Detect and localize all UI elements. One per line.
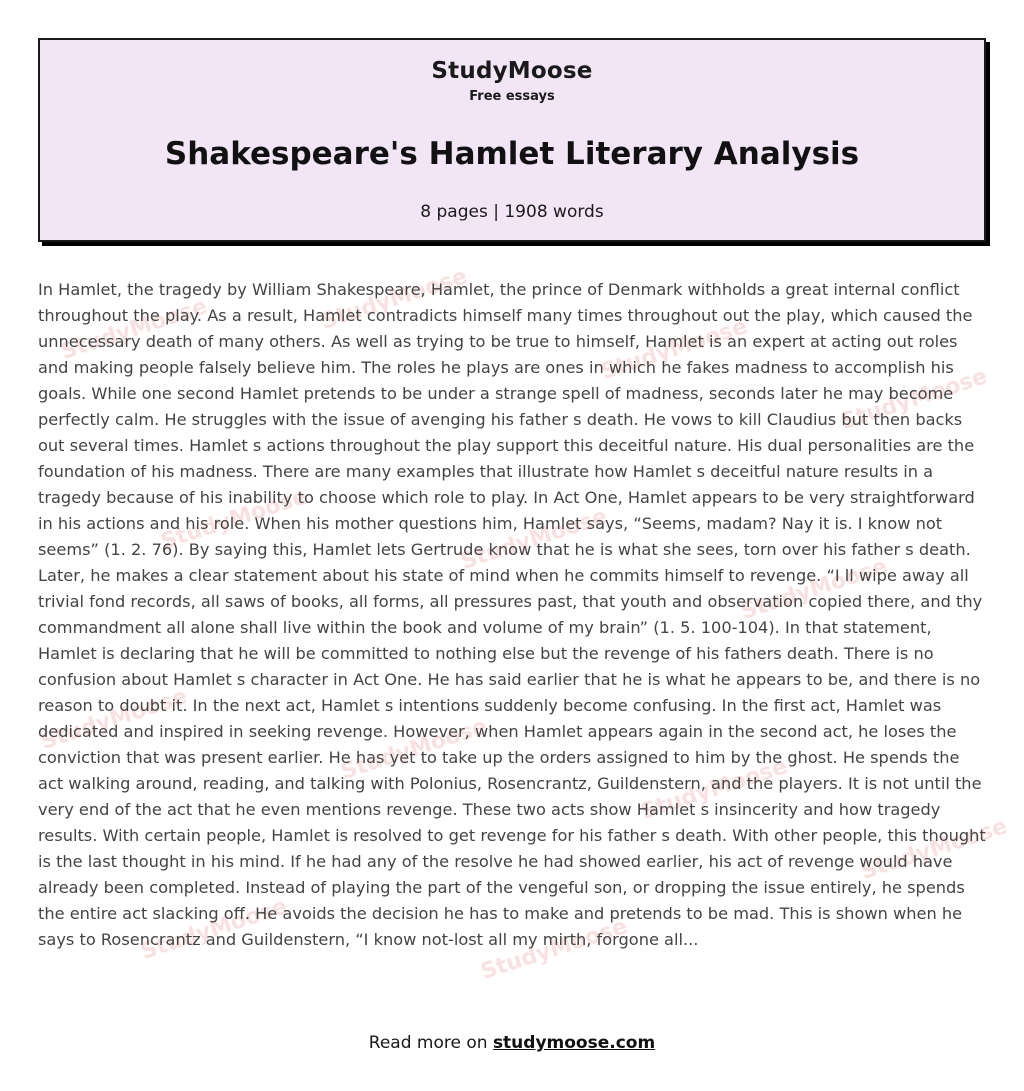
watermark: StudyMoose <box>477 914 631 985</box>
watermark: StudyMoose <box>37 684 191 755</box>
watermark: StudyMoose <box>737 554 891 625</box>
watermark: StudyMoose <box>337 714 491 785</box>
watermark: StudyMoose <box>837 364 991 435</box>
studymoose-link[interactable]: studymoose.com <box>492 1033 656 1053</box>
brand-tagline: Free essays <box>469 89 555 104</box>
read-more-footer <box>0 1033 1024 1053</box>
watermark: StudyMoose <box>637 754 791 825</box>
essay-meta: 8 pages | 1908 words <box>420 202 604 222</box>
watermark: StudyMoose <box>157 484 311 555</box>
watermark: StudyMoose <box>137 894 291 965</box>
essay-header <box>38 38 986 242</box>
essay-title: Shakespeare's Hamlet Literary Analysis <box>164 136 860 172</box>
watermark: StudyMoose <box>57 294 211 365</box>
watermark: StudyMoose <box>317 264 471 335</box>
brand-logo: StudyMoose <box>431 58 593 84</box>
watermark: StudyMoose <box>857 814 1011 885</box>
essay-content <box>37 264 1011 1007</box>
watermark: StudyMoose <box>457 504 611 575</box>
essay-body: In Hamlet, the tragedy by William Shakespeare, Hamlet, the prince of Denmark withholds a great internal conflict throughout the play. As a result, Hamlet contradicts himself many times throughout out the play, which caused the unnecessary death of many others. As well as trying to be true to himself, Hamlet is an expert at acting out roles and making people falsely believe him. The roles he plays are ones in which he fakes madness to accomplish his goals. While one second Hamlet pretends to be under a strange spell of madness, seconds later he may become perfectly calm. He struggles with the issue of avenging his father s death. He vows to kill Claudius but then backs out several times. Hamlet s actions throughout the play support this deceitful nature. His dual personalities are the foundation of his madness. There are many examples that illustrate how Hamlet s deceitful nature results in a tragedy because of his inability to choose which role to play. In Act One, Hamlet appears to be very straightforward in his actions and his role. When his mother questions him, Hamlet says, “Seems, madam? Nay it is. I know not seems” (1. 2. 76). By saying this, Hamlet lets Gertrude know that he is what she sees, torn over his father s death. Later, he makes a clear statement about his state of mind when he commits himself to revenge. “I ll wipe away all trivial fond records, all saws of books, all forms, all pressures past, that youth and observation copied there, and thy commandment all alone shall live within the book and volume of my brain” (1. 5. 100-104). In that statement, Hamlet is declaring that he will be committed to nothing else but the revenge of his fathers death. There is no confusion about Hamlet s character in Act One. He has said earlier that he is what he appears to be, and there is no reason to doubt it. In the next act, Hamlet s intentions suddenly become confusing. In the first act, Hamlet was dedicated and inspired in seeking revenge. However, when Hamlet appears again in the second act, he loses the conviction that was present earlier. He has yet to take up the orders assigned to him by the ghost. He spends the act walking around, reading, and talking with Polonius, Rosencrantz, Guildenstern, and the players. It is not until the very end of the act that he even mentions revenge. These two acts show Hamlet s insincerity and how tragedy results. With certain people, Hamlet is resolved to get revenge for his father s death. With other people, this thought is the last thought in his mind. If he had any of the resolve he had showed earlier, his act of revenge would have already been completed. Instead of playing the part of the vengeful son, or dropping the issue entirely, he spends the entire act slacking off. He avoids the decision he has to make and pretends to be mad. This is shown when he says to Rosencrantz and Guildenstern, “I know not-lost all my mirth, forgone all... <box>38 280 986 949</box>
read-more-prefix: Read more on <box>368 1033 488 1053</box>
watermark: StudyMoose <box>597 314 751 385</box>
